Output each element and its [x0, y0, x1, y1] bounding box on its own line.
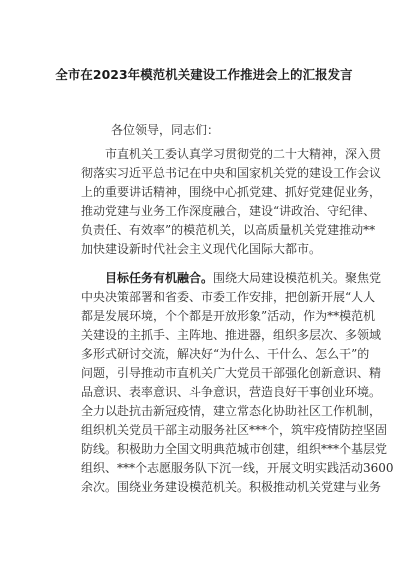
paragraph-1-line-6: 加快建设新时代社会主义现代化国际大都市。: [81, 242, 322, 256]
paragraph-2-line-9: 组织机关党员干部主动服务社区***个，筑牢疫情防控坚固: [81, 423, 388, 437]
paragraph-2-line-5: 多形式研讨交流，解决好“为什么、干什么、怎么干”的: [81, 347, 370, 361]
paragraph-1-line-3: 上的重要讲话精神，围绕中心抓党建、抓好党建促业务，: [81, 185, 382, 199]
paragraph-1-line-4: 推动党建与业务工作深度融合，建设“讲政治、守纪律、: [81, 204, 376, 218]
document-title: 全市在2023年模范机关建设工作推进会上的汇报发言: [55, 67, 353, 82]
paragraph-2-line-10: 防线。积极助力全国文明典范城市创建，组织***个基层党: [81, 442, 388, 456]
paragraph-2-line-1: [105, 271, 381, 285]
paragraph-2-line-11: 组织、***个志愿服务队下沉一线，开展文明实践活动3600: [81, 461, 394, 475]
paragraph-2-line-6: 问题，引导推动市直机关广大党员干部强化创新意识、精: [81, 366, 382, 380]
paragraph-2-line-4: 关建设的主抓手、主阵地、推进器，组织多层次、多领域: [81, 328, 382, 342]
paragraph-2-line-8: 全力以赴抗击新冠疫情，建立常态化协助社区工作机制，: [81, 404, 382, 418]
paragraph-2-line-12: 余次。围绕业务建设模范机关。积极推动机关党建与业务: [81, 480, 382, 494]
paragraph-2-line-1-text: 围绕大局建设模范机关。聚焦党: [213, 271, 382, 285]
paragraph-1-line-5: 负责任、有效率”的模范机关，以高质量机关党建推动**: [81, 223, 376, 237]
paragraph-1-line-2: 彻落实习近平总书记在中央和国家机关党的建设工作会议: [81, 166, 382, 180]
section-heading: 目标任务有机融合。: [105, 271, 214, 285]
paragraph-2-line-3: 都是发展环境，个个都是开放形象”活动，作为**模范机: [81, 309, 376, 323]
paragraph-2-line-7: 品意识、表率意识、斗争意识，营造良好干事创业环境。: [81, 385, 382, 399]
paragraph-1-line-1: 市直机关工委认真学习贯彻党的二十大精神，深入贯: [105, 147, 382, 161]
paragraph-2-line-2: 中央决策部署和省委、市委工作安排，把创新开展“人人: [81, 290, 376, 304]
salutation: 各位领导，同志们：: [111, 123, 220, 137]
